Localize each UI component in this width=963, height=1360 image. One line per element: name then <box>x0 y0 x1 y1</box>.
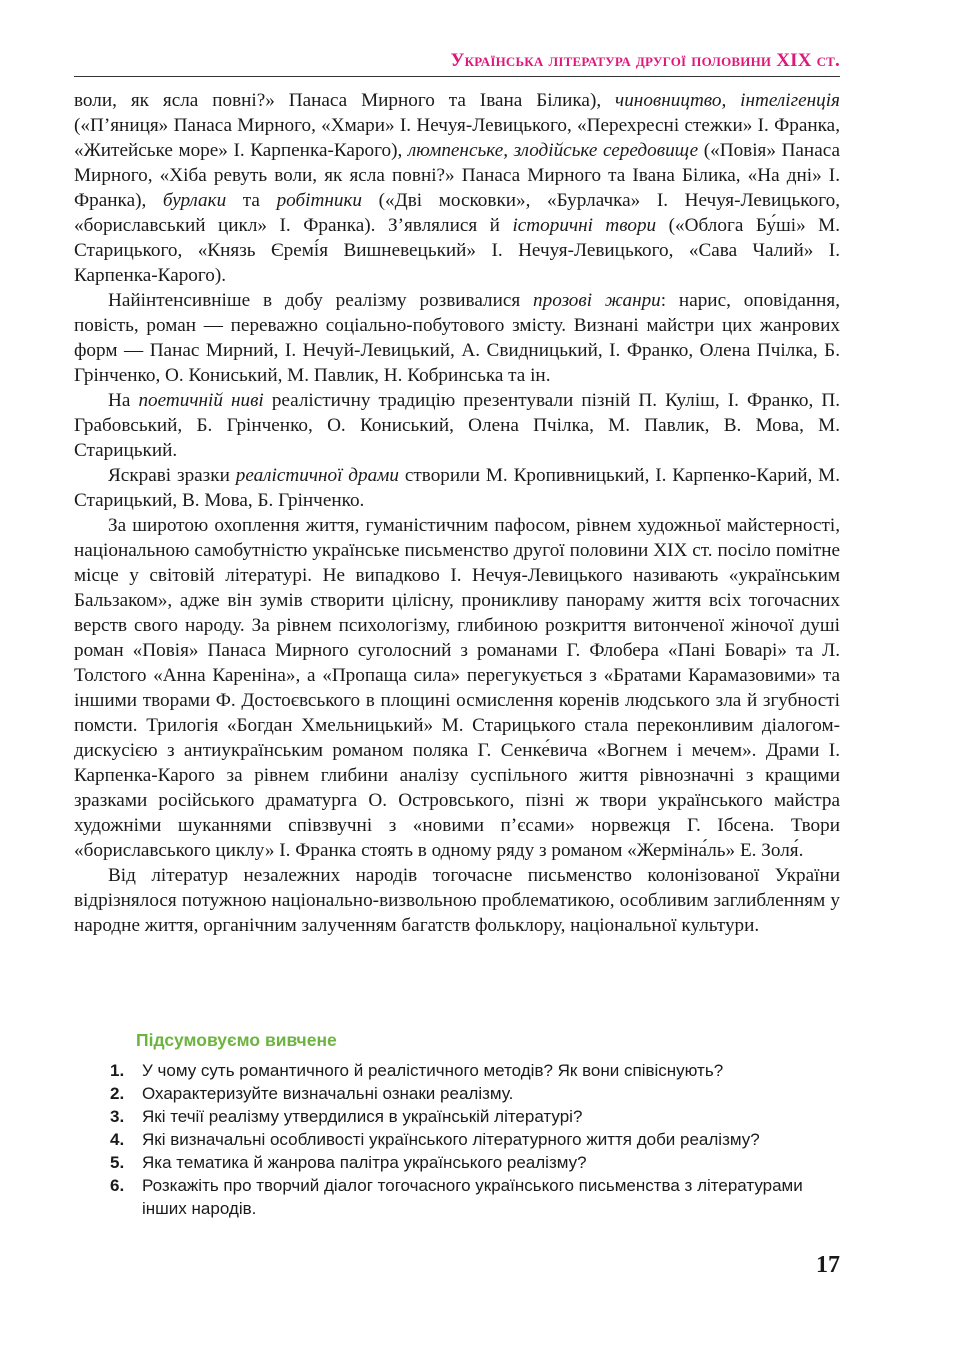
paragraph <box>74 388 840 463</box>
summary-section <box>110 1030 845 1220</box>
text-run: («Повія» Панаса Мирного, «Хіба ревуть воли, як ясла повні?» Панаса Мирного та Івана Білика, «На дні» І. Франка), <box>74 140 840 211</box>
question-number: 1. <box>110 1061 125 1080</box>
question-number: 5. <box>110 1153 125 1172</box>
italic-term: історичні твори <box>512 215 657 236</box>
text-run: За широтою охоплення життя, гуманістичним пафосом, рівнем художньої майстерності, національною самобутністю українське письменство другої половини XIX ст. посіло помітне місце у світовій літературі. Не випадково І. Нечуя-Левицького називають «українським Бальзаком», адже він зумів створити цілісну, проникливу панораму життя всіх тогочасних верств свого народу. За рівнем психологізму, глибиною розкриття витонченої жіночої душі роман «Повія» Панаса Мирного суголосний з романами Г. Флобера «Пані Боварі» та Л. Толстого «Анна Кареніна», а «Пропаща сила» перегукується з «Братами Карамазовими» та іншими творами Ф. Достоєвського в площині осмислення коренів людського зла й згубності помсти. Трилогія «Богдан Хмельницький» М. Старицького стала переконливим діалогом-дискусією з антиукраїнським романом поляка Г. Сенке́вича «Вогнем і мечем». Драми І. Карпенка-Карого за рівнем глибини аналізу суспільного життя рівнозначні з кращими зразками російського драматурга О. Островського, пізні ж твори українського майстра художніми шуканнями співзвучні з «новими п’єсами» норвежця Г. Ібсена. Твори «бориславського циклу» І. Франка стоять в одному ряду з романом «Жерміна́ль» Е. Золя́. <box>74 515 840 861</box>
text-run: : нарис, оповідання, повість, роман — переважно соціально-побутового змісту. Визнані майстри цих жанрових форм — Панас Мирний, І. Нечуй-Левицький, А. Свидницький, І. Франко, Олена Пчілка, Б. Грінченко, О. Кониський, М. Павлик, Н. Кобринська та ін. <box>74 290 840 386</box>
question-item <box>110 1059 845 1082</box>
text-run: На <box>108 390 139 411</box>
text-run: та <box>226 190 277 211</box>
header-divider <box>74 76 840 77</box>
question-number: 3. <box>110 1107 125 1126</box>
text-run: створили М. Кропивницький, І. Карпенко-Карий, М. Старицький, В. Мова, Б. Грінченко. <box>74 465 841 511</box>
text-run: Від літератур незалежних народів тогочасне письменство колонізованої України відрізнялося потужною національно-визвольною проблематикою, особливим заглибленням у народне життя, органічним залученням багатств фольклору, національної культури. <box>74 865 840 936</box>
question-item <box>110 1105 845 1128</box>
italic-term: бурлаки <box>162 190 227 211</box>
paragraph <box>74 88 840 288</box>
italic-term: прозові жанри <box>533 290 661 311</box>
italic-term: люмпенське, злодійське середовище <box>407 140 699 161</box>
text-run: реалістичну традицію презентували пізній П. Куліш, І. Франко, П. Грабовський, Б. Грінченко, О. Кониський, Олена Пчілка, М. Павлик, В. Мова, М. Старицький. <box>74 390 840 461</box>
question-text: Яка тематика й жанрова палітра українського реалізму? <box>142 1153 587 1172</box>
question-number: 2. <box>110 1084 125 1103</box>
text-run: Яскраві зразки <box>108 465 236 486</box>
paragraph <box>74 463 840 513</box>
italic-term: чиновництво, інтелігенція <box>615 90 840 111</box>
text-run: («П’яниця» Панаса Мирного, «Хмари» І. Нечуя-Левицького, «Перехресні стежки» І. Франка, «Житейське море» І. Карпенка-Карого), <box>74 115 840 161</box>
question-text: Охарактеризуйте визначальні ознаки реалізму. <box>142 1084 514 1103</box>
text-run: («Облога Бу́ші» М. Старицького, «Князь Єремі́я Вишневецький» І. Нечуя-Левицького, «Сава Чалий» І. Карпенка-Карого). <box>74 215 841 286</box>
main-text <box>74 88 840 938</box>
text-run: воли, як ясла повні?» Панаса Мирного та Івана Білика), <box>74 90 616 111</box>
question-number: 6. <box>110 1176 125 1195</box>
italic-term: реалістичної драми <box>235 465 400 486</box>
question-number: 4. <box>110 1130 125 1149</box>
question-text: Які течії реалізму утвердилися в українській літературі? <box>142 1107 583 1126</box>
question-text: Які визначальні особливості українського літературного життя доби реалізму? <box>142 1130 760 1149</box>
question-text: У чому суть романтичного й реалістичного методів? Як вони співіснують? <box>142 1061 724 1080</box>
text-run: («Дві московки», «Бурлачка» І. Нечуя-Левицького, «бориславський цикл» І. Франка). З’являлися й <box>74 190 840 236</box>
paragraph <box>74 863 840 938</box>
question-item <box>110 1151 845 1174</box>
question-item <box>110 1174 845 1220</box>
question-item <box>110 1128 845 1151</box>
summary-title: Підсумовуємо вивчене <box>136 1030 337 1050</box>
italic-term: робітники <box>276 190 363 211</box>
italic-term: поетичній ниві <box>138 390 264 411</box>
question-item <box>110 1082 845 1105</box>
question-text: Розкажіть про творчий діалог тогочасного українського письменства з літературами інших народів. <box>142 1176 803 1218</box>
page-number: 17 <box>816 1252 840 1278</box>
paragraph <box>74 288 840 388</box>
question-list <box>110 1059 845 1220</box>
text-run: Найінтенсивніше в добу реалізму розвивалися <box>108 290 534 311</box>
running-title: Українська література другої половини XIX ст. <box>450 50 840 71</box>
paragraph <box>74 513 840 863</box>
